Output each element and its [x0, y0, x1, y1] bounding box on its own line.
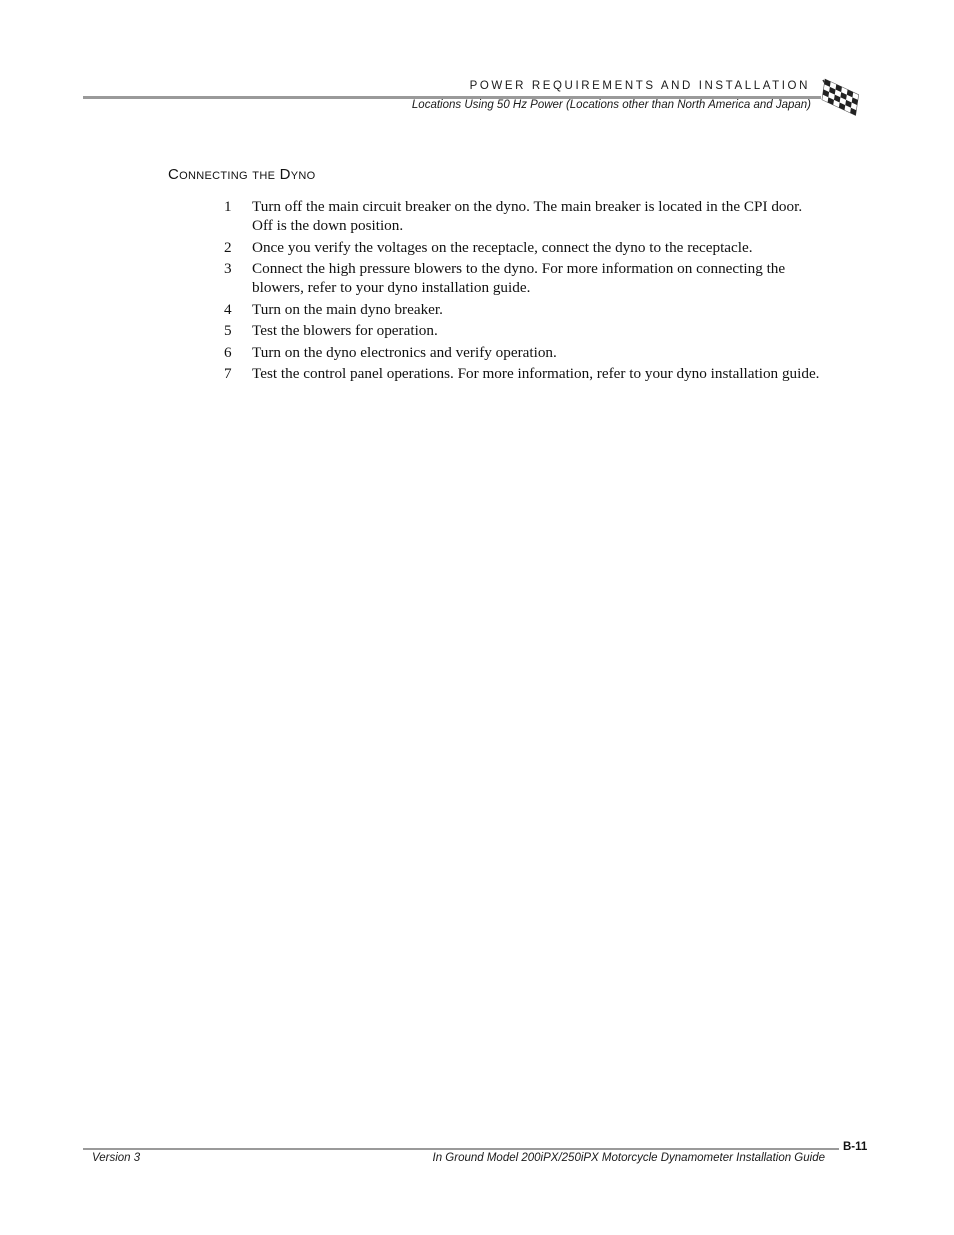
step-text: Connect the high pressure blowers to the dyno. For more information on connecting the blowers, refer to your dyno installation guide. [252, 260, 786, 296]
step-text: Turn on the dyno electronics and verify operation. [252, 343, 557, 361]
list-item [222, 343, 822, 362]
list-item [222, 364, 822, 383]
checkered-flag-icon [820, 74, 866, 116]
footer-divider [83, 1148, 839, 1150]
step-text: Test the control panel operations. For more information, refer to your dyno installation guide. [252, 365, 820, 382]
page-number: B-11 [843, 1141, 868, 1153]
list-item [222, 197, 822, 235]
step-number: 1 [224, 198, 232, 215]
step-number: 5 [224, 322, 232, 339]
step-number: 3 [224, 260, 232, 277]
procedure-steps [222, 197, 822, 386]
step-number: 6 [224, 343, 232, 361]
step-text: Turn on the main dyno breaker. [252, 300, 443, 318]
list-item [222, 321, 822, 340]
document-version: Version 3 [92, 1152, 141, 1164]
list-item [222, 300, 822, 319]
step-number: 2 [224, 238, 232, 256]
step-text: Turn off the main circuit breaker on the dyno. The main breaker is located in the CPI door. Off is the down position. [252, 198, 803, 234]
step-number: 7 [224, 365, 232, 382]
section-subtitle: Locations Using 50 Hz Power (Locations other than North America and Japan) [411, 99, 811, 111]
document-title: In Ground Model 200iPX/250iPX Motorcycle Dynamometer Installation Guide [432, 1152, 825, 1164]
list-item [222, 238, 822, 257]
step-number: 4 [224, 300, 232, 318]
step-text: Test the blowers for operation. [252, 322, 438, 339]
chapter-title: POWER REQUIREMENTS AND INSTALLATION [469, 80, 810, 92]
step-text: Once you verify the voltages on the receptacle, connect the dyno to the receptacle. [252, 238, 753, 256]
section-heading: Connecting the Dyno [168, 166, 316, 183]
list-item [222, 259, 822, 297]
